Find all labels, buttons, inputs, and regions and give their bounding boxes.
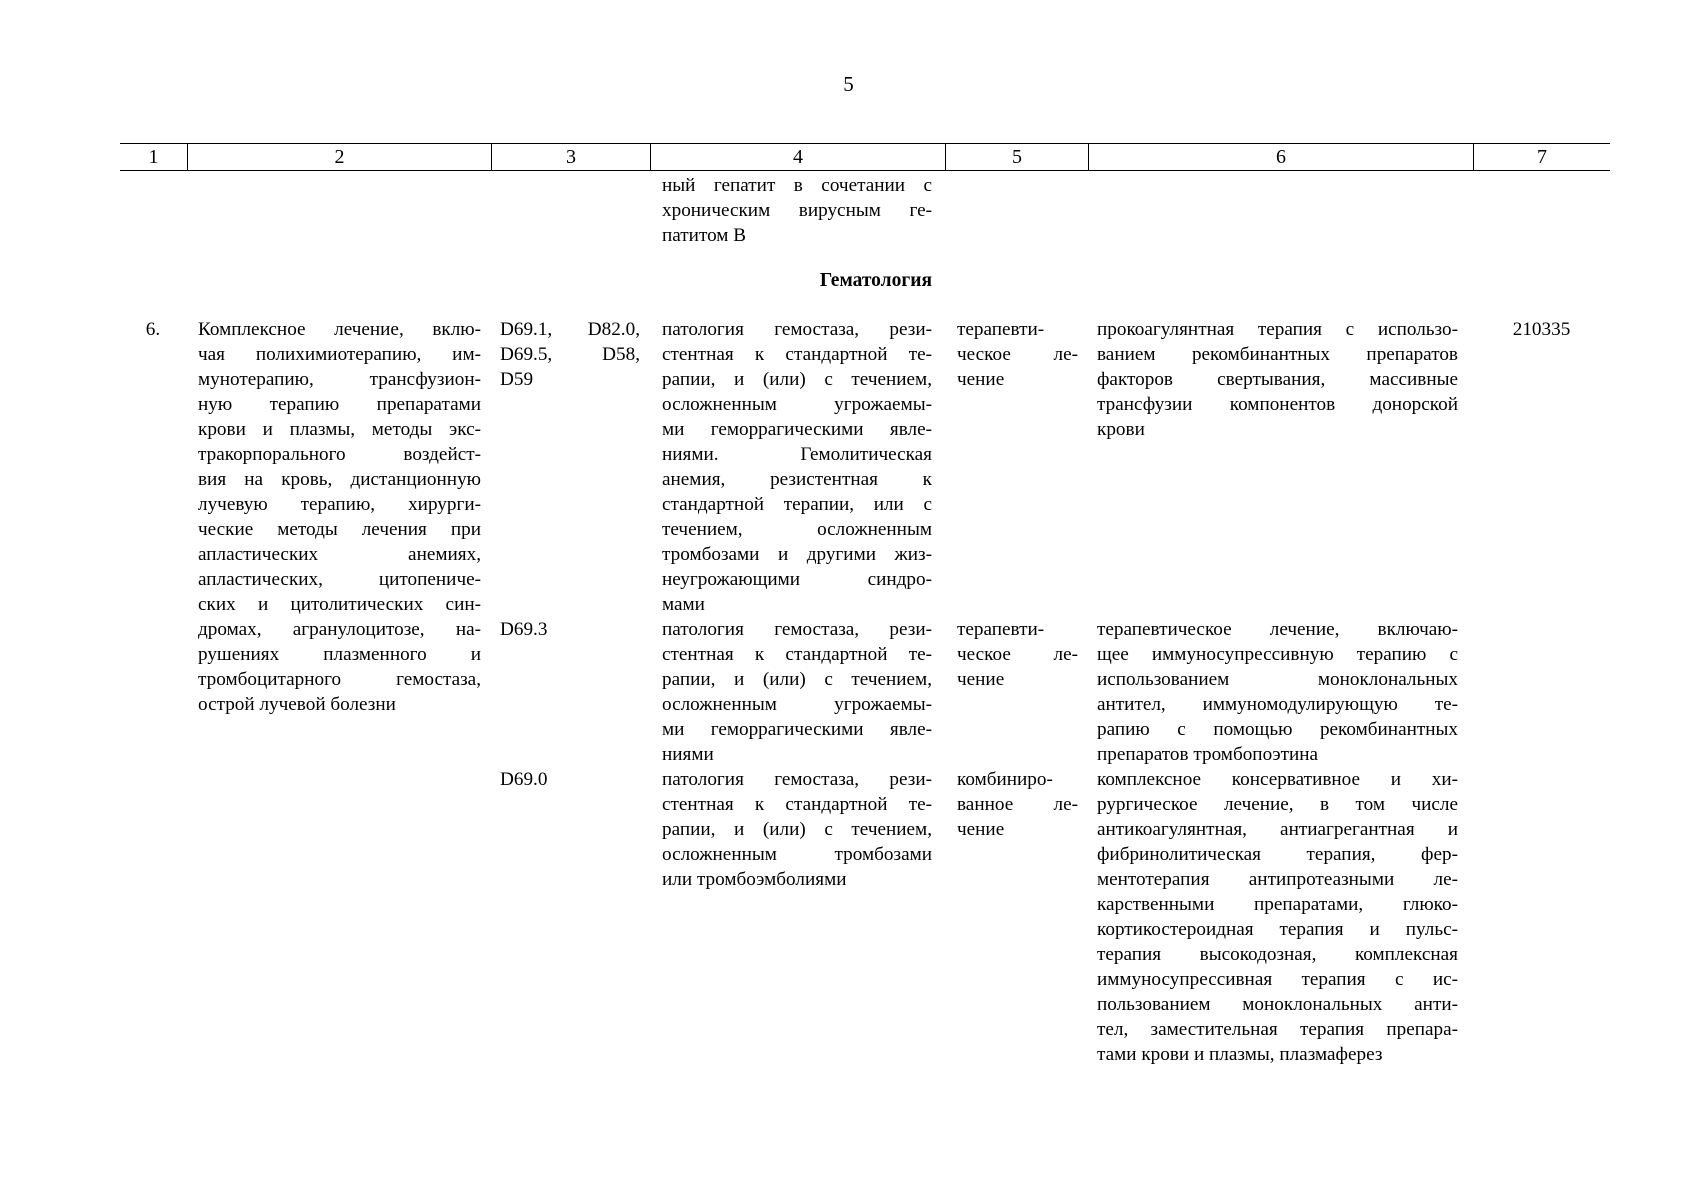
header-col-3: 3 — [491, 144, 650, 170]
pathology-line: рапии, и (или) с течением, — [662, 819, 932, 840]
code-line: D59 — [500, 369, 534, 390]
method-line: прокоагулянтная терапия с использо- — [1097, 319, 1458, 340]
treatment-type-line: чение — [957, 369, 1005, 390]
header-col-6: 6 — [1088, 144, 1473, 170]
continuation-line: патитом В — [662, 225, 747, 246]
treatment-type-line: ческое ле- — [957, 344, 1078, 365]
table-header-row — [120, 143, 1610, 171]
treatment-type-line: терапевти- — [957, 319, 1045, 340]
procedure-code: 210335 — [1512, 319, 1571, 340]
row-number: 6. — [145, 319, 161, 340]
method-line: пользованием моноклональных анти- — [1097, 994, 1458, 1015]
pathology-line: тромбозами и другими жиз- — [662, 544, 932, 565]
description-line: Комплексное лечение, вклю- — [198, 319, 481, 340]
method-line: рапию с помощью рекомбинантных — [1097, 719, 1458, 740]
diagnosis-codes — [500, 767, 640, 792]
description-line: крови и плазмы, методы экс- — [198, 419, 481, 440]
treatment-type-line: ческое ле- — [957, 644, 1078, 665]
pathology-line: неугрожающими синдро- — [662, 569, 932, 590]
pathology-line: осложненным угрожаемы- — [662, 394, 932, 415]
treatment-method — [1097, 317, 1458, 442]
method-line: комплексное консервативное и хи- — [1097, 769, 1458, 790]
method-line: антител, иммуномодулирующую те- — [1097, 694, 1458, 715]
treatment-type — [957, 617, 1078, 692]
pathology-line: стентная к стандартной те- — [662, 344, 932, 365]
code-line: D69.0 — [500, 769, 548, 790]
description-line: ских и цитолитических син- — [198, 594, 481, 615]
continuation-line: ный гепатит в сочетании с — [662, 175, 932, 196]
pathology-line: патология гемостаза, рези- — [662, 769, 932, 790]
description-line: ную терапию препаратами — [198, 394, 481, 415]
pathology-line: или тромбоэмболиями — [662, 869, 847, 890]
method-line: кортикостероидная терапия и пульс- — [1097, 919, 1458, 940]
pathology-line: рапии, и (или) с течением, — [662, 369, 932, 390]
method-line: тами крови и плазмы, плазмаферез — [1097, 1044, 1383, 1065]
method-line: ментотерапия антипротеазными ле- — [1097, 869, 1458, 890]
section-title: Гематология — [819, 270, 932, 291]
method-line: фибринолитическая терапия, фер- — [1097, 844, 1458, 865]
method-line: рургическое лечение, в том числе — [1097, 794, 1458, 815]
description-line: ческие методы лечения при — [198, 519, 481, 540]
diagnosis-codes — [500, 617, 640, 642]
pathology-line: осложненным тромбозами — [662, 844, 932, 865]
treatment-type-line: чение — [957, 819, 1005, 840]
treatment-type-line: ванное ле- — [957, 794, 1078, 815]
treatment-type — [957, 317, 1078, 392]
pathology-description — [662, 767, 932, 892]
pathology-line: стентная к стандартной те- — [662, 794, 932, 815]
continuation-line: хроническим вирусным ге- — [662, 200, 932, 221]
pathology-line: рапии, и (или) с течением, — [662, 669, 932, 690]
description-line: тромбоцитарного гемостаза, — [198, 669, 481, 690]
method-line: трансфузии компонентов донорской — [1097, 394, 1458, 415]
description-line: мунотерапию, трансфузион- — [198, 369, 481, 390]
method-line: крови — [1097, 419, 1145, 440]
description-line: вия на кровь, дистанционную — [198, 469, 481, 490]
pathology-line: анемия, резистентная к — [662, 469, 932, 490]
diagnosis-codes — [500, 317, 640, 392]
pathology-line: мами — [662, 594, 705, 615]
method-line: ванием рекомбинантных препаратов — [1097, 344, 1458, 365]
description-line: острой лучевой болезни — [198, 694, 396, 715]
method-line: антикоагулянтная, антиагрегантная и — [1097, 819, 1458, 840]
treatment-type-line: комбиниро- — [957, 769, 1053, 790]
treatment-type-line: терапевти- — [957, 619, 1045, 640]
header-col-2: 2 — [187, 144, 491, 170]
treatment-method — [1097, 617, 1458, 767]
description-line: лучевую терапию, хирурги- — [198, 494, 481, 515]
method-line: факторов свертывания, массивные — [1097, 369, 1458, 390]
treatment-method — [1097, 767, 1458, 1067]
pathology-line: осложненным угрожаемы- — [662, 694, 932, 715]
header-col-4: 4 — [650, 144, 945, 170]
treatment-description — [198, 317, 481, 717]
pathology-description — [662, 317, 932, 617]
treatment-type-line: чение — [957, 669, 1005, 690]
description-line: апластических анемиях, — [198, 544, 481, 565]
description-line: апластических, цитопениче- — [198, 569, 481, 590]
method-line: терапевтическое лечение, включаю- — [1097, 619, 1458, 640]
description-line: дромах, агранулоцитозе, на- — [198, 619, 481, 640]
code-line: D69.1, D82.0, — [500, 319, 640, 340]
method-line: иммуносупрессивная терапия с ис- — [1097, 969, 1458, 990]
code-line: D69.5, D58, — [500, 344, 640, 365]
pathology-line: ми геморрагическими явле- — [662, 419, 932, 440]
continuation-col4-text — [662, 173, 932, 248]
description-line: рушениях плазменного и — [198, 644, 481, 665]
method-line: использованием моноклональных — [1097, 669, 1458, 690]
treatment-type — [957, 767, 1078, 842]
header-col-5: 5 — [945, 144, 1088, 170]
description-line: тракорпорального воздейст- — [198, 444, 481, 465]
pathology-line: течением, осложненным — [662, 519, 932, 540]
pathology-line: патология гемостаза, рези- — [662, 319, 932, 340]
header-col-1: 1 — [148, 146, 159, 168]
pathology-line: ми геморрагическими явле- — [662, 719, 932, 740]
pathology-description — [662, 617, 932, 767]
pathology-line: стандартной терапии, или с — [662, 494, 932, 515]
method-line: препаратов тромбопоэтина — [1097, 744, 1319, 765]
method-line: щее иммуносупрессивную терапию с — [1097, 644, 1458, 665]
code-line: D69.3 — [500, 619, 548, 640]
header-col-7: 7 — [1473, 144, 1610, 170]
pathology-line: ниями — [662, 744, 714, 765]
method-line: тел, заместительная терапия препара- — [1097, 1019, 1458, 1040]
pathology-line: ниями. Гемолитическая — [662, 444, 932, 465]
pathology-line: патология гемостаза, рези- — [662, 619, 932, 640]
method-line: карственными препаратами, глюко- — [1097, 894, 1458, 915]
method-line: терапия высокодозная, комплексная — [1097, 944, 1458, 965]
description-line: чая полихимиотерапию, им- — [198, 344, 481, 365]
page-number: 5 — [843, 72, 854, 96]
pathology-line: стентная к стандартной те- — [662, 644, 932, 665]
